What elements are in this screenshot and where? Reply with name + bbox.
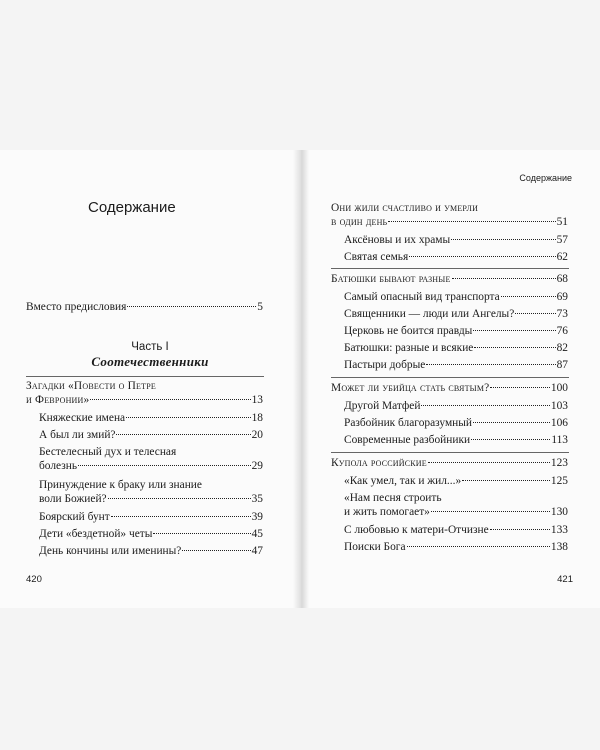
toc-item-page: 82 (556, 342, 568, 354)
section-divider (331, 452, 569, 453)
toc-item (344, 399, 568, 413)
left-page (0, 150, 300, 608)
toc-item (344, 358, 568, 372)
toc-item (39, 428, 263, 442)
toc-section (331, 456, 568, 470)
right-page (300, 150, 600, 608)
toc-section-title: Купола российские (331, 457, 427, 469)
toc-item-title: Святая семья (344, 251, 409, 263)
toc-section-title-line2: в один день (331, 216, 388, 228)
toc-section (331, 381, 568, 395)
toc-item-page: 45 (251, 528, 263, 540)
toc-section-title: Батюшки бывают разные (331, 273, 451, 285)
toc-item-title: Дети «бездетной» четы (39, 528, 153, 540)
toc-item (39, 411, 263, 425)
toc-item-title: Церковь не боится правды (344, 325, 473, 337)
toc-item-title: Батюшки: разные и всякие (344, 342, 474, 354)
toc-item-page: 73 (556, 308, 568, 320)
toc-item (344, 324, 568, 338)
toc-item-page: 39 (251, 511, 263, 523)
toc-item-page: 133 (550, 524, 568, 536)
toc-item (344, 433, 568, 447)
toc-item-title: День кончины или именины? (39, 545, 182, 557)
toc-item-page: 57 (556, 234, 568, 246)
toc-section (331, 272, 568, 286)
toc-item (344, 416, 568, 430)
toc-section-page: 68 (556, 273, 568, 285)
toc-item-page: 106 (550, 417, 568, 429)
toc-entry-page: 5 (257, 301, 263, 313)
toc-section-page: 51 (556, 216, 568, 228)
toc-item-title: Самый опасный вид транспорта (344, 291, 500, 303)
toc-item-page: 69 (556, 291, 568, 303)
toc-item (344, 290, 568, 304)
toc-item (344, 307, 568, 321)
toc-item-title-line2: и жить помогает» (344, 506, 430, 518)
toc-item-title: А был ли змий? (39, 429, 116, 441)
toc-item-page: 20 (251, 429, 263, 441)
section-divider (331, 377, 569, 378)
toc-section-title-line2: и Февронии» (26, 394, 90, 406)
toc-item-title: Разбойник благоразумный (344, 417, 472, 429)
toc-section-title-line1: Они жили счастливо и умерли (331, 202, 479, 214)
toc-section-page: 100 (550, 382, 568, 394)
section-divider (26, 376, 264, 377)
toc-item-title-line2: болезнь (39, 460, 78, 472)
toc-item (39, 478, 263, 506)
toc-title: Содержание (88, 199, 176, 216)
toc-item-page: 76 (556, 325, 568, 337)
toc-item (344, 233, 568, 247)
toc-item-page: 125 (550, 475, 568, 487)
toc-item (344, 341, 568, 355)
toc-section (331, 201, 568, 229)
toc-item-page: 130 (550, 506, 568, 518)
toc-item-page: 62 (556, 251, 568, 263)
toc-item-page: 103 (550, 400, 568, 412)
toc-item-page: 18 (251, 412, 263, 424)
toc-item-title: С любовью к матери-Отчизне (344, 524, 489, 536)
toc-section-title-line1: Загадки «Повести о Петре (26, 380, 156, 392)
part-title: Соотечественники (91, 354, 209, 369)
toc-item-title-line1: Бестелесный дух и телесная (39, 446, 177, 458)
toc-entry-title: Вместо предисловия (26, 301, 127, 313)
toc-item-title: Священники — люди или Ангелы? (344, 308, 515, 320)
running-header: Содержание (519, 173, 572, 183)
toc-item-page: 87 (556, 359, 568, 371)
toc-item-page: 29 (251, 460, 263, 472)
toc-item-title: Поиски Бога (344, 541, 406, 553)
toc-item-page: 35 (251, 493, 263, 505)
toc-item-page: 138 (550, 541, 568, 553)
toc-item-title: Княжеские имена (39, 412, 126, 424)
toc-item (344, 491, 568, 519)
toc-item-title-line1: Принуждение к браку или знание (39, 479, 202, 491)
toc-item (344, 523, 568, 537)
toc-item-title: Боярский бунт (39, 511, 110, 523)
toc-item-title: Другой Матфей (344, 400, 421, 412)
toc-item-title-line1: «Нам песня строить (344, 492, 442, 504)
toc-item-title: «Как умел, так и жил...» (344, 475, 462, 487)
section-divider (331, 268, 569, 269)
toc-item (344, 540, 568, 554)
toc-item-title: Аксёновы и их храмы (344, 234, 451, 246)
page-number: 420 (26, 574, 42, 585)
toc-item (39, 527, 263, 541)
toc-section-page: 13 (251, 394, 263, 406)
toc-item-title-line2: воли Божией? (39, 493, 107, 505)
toc-entry-preface (26, 300, 263, 314)
toc-item-page: 47 (251, 545, 263, 557)
toc-item-page: 113 (551, 434, 568, 446)
toc-item (344, 250, 568, 264)
toc-section (26, 379, 263, 407)
book-spread (0, 150, 600, 608)
part-label: Часть I (131, 341, 169, 353)
toc-item (39, 445, 263, 473)
toc-section-page: 123 (550, 457, 568, 469)
toc-item-title: Современные разбойники (344, 434, 471, 446)
toc-item (344, 474, 568, 488)
toc-item (39, 510, 263, 524)
toc-item (39, 544, 263, 558)
toc-item-title: Пастыри добрые (344, 359, 426, 371)
page-number: 421 (557, 574, 573, 585)
toc-section-title: Может ли убийца стать святым? (331, 382, 490, 394)
